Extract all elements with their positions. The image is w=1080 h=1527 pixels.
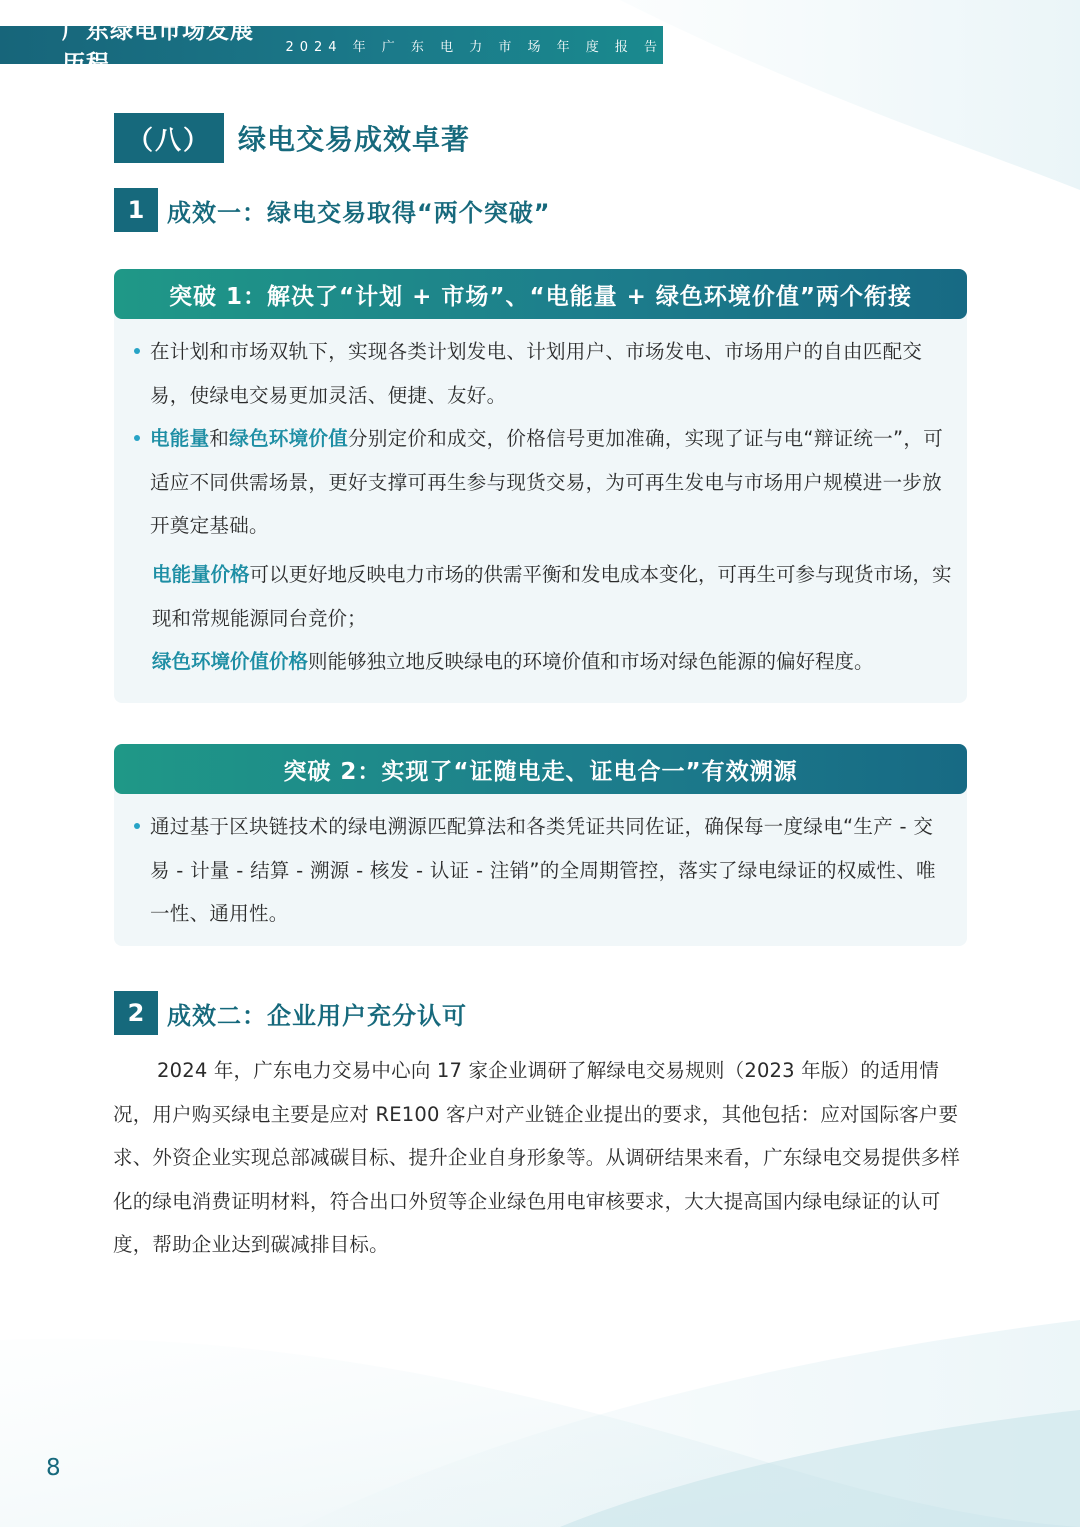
bullet-connector: 和 xyxy=(209,427,230,450)
bullet-text: 在计划和市场双轨下，实现各类计划发电、计划用户、市场发电、市场用户的自由匹配交易，使绿电交易更加灵活、便捷、友好。 xyxy=(150,340,923,407)
note-text: 则能够独立地反映绿电的环境价值和市场对绿色能源的偏好程度。 xyxy=(308,650,874,673)
bullet-text: 分别定价和成交，价格信号更加准确，实现了证与电“辩证统一”，可适应不同供需场景，更好支撑可再生参与现货交易，为可再生发电与市场用户规模进一步放开奠定基础。 xyxy=(150,427,944,537)
bullet-dot xyxy=(134,348,140,354)
breakthrough1-note2 xyxy=(152,640,952,684)
header-subtitle: 2024 年 广 东 电 力 市 场 年 度 报 告 xyxy=(285,39,663,55)
highlight-green-price: 绿色环境价值价格 xyxy=(152,650,309,673)
breakthrough1-bullet1 xyxy=(150,330,950,417)
bullet-dot xyxy=(134,823,140,829)
highlight-energy-price: 电能量价格 xyxy=(152,563,250,586)
breakthrough1-title: 突破 1：解决了“计划 + 市场”、“电能量 + 绿色环境价值”两个衔接 xyxy=(114,269,967,319)
effect2-title: 成效二：企业用户充分认可 xyxy=(167,1001,467,1030)
breakthrough1-bullet2 xyxy=(150,417,950,548)
effect1-title: 成效一：绿电交易取得“两个突破” xyxy=(167,198,551,227)
highlight-energy: 电能量 xyxy=(150,427,210,450)
breakthrough1-note1 xyxy=(152,553,952,640)
section-title: 绿电交易成效卓著 xyxy=(238,123,471,156)
highlight-green-value: 绿色环境价值 xyxy=(229,427,349,450)
header-title: 广东绿电市场发展历程 xyxy=(62,18,254,77)
effect2-paragraph: 2024 年，广东电力交易中心向 17 家企业调研了解绿电交易规则（2023 年版）的适用情况，用户购买绿电主要是应对 RE100 客户对产业链企业提出的要求，其他包括：应对国际客户要求、外资企业实现总部减碳目标、提升企业自身形象等。从调研结果来看，广东绿电交易提供多样化的绿电消费证明材料，符合出口外贸等企业绿色用电审核要求，大大提高国内绿电绿证的认可度，帮助企业达到碳减排目标。 xyxy=(113,1059,961,1257)
effect2-number: 2 xyxy=(114,991,158,1035)
header-bar xyxy=(0,18,663,77)
effect1-number: 1 xyxy=(114,188,158,232)
note-text: 可以更好地反映电力市场的供需平衡和发电成本变化，可再生可参与现货市场，实现和常规能源同台竞价； xyxy=(152,563,952,630)
page-number: 8 xyxy=(46,1455,61,1481)
section-number: （八） xyxy=(114,113,224,163)
breakthrough2-bullet1 xyxy=(150,805,950,936)
breakthrough2-title: 突破 2：实现了“证随电走、证电合一”有效溯源 xyxy=(114,744,967,794)
bullet-text: 通过基于区块链技术的绿电溯源匹配算法和各类凭证共同佐证，确保每一度绿电“生产 - 交易 - 计量 - 结算 - 溯源 - 核发 - 认证 - 注销”的全周期管控，落实了绿电绿证的权威性、唯一性、通用性。 xyxy=(150,815,936,925)
bullet-dot xyxy=(134,435,140,441)
